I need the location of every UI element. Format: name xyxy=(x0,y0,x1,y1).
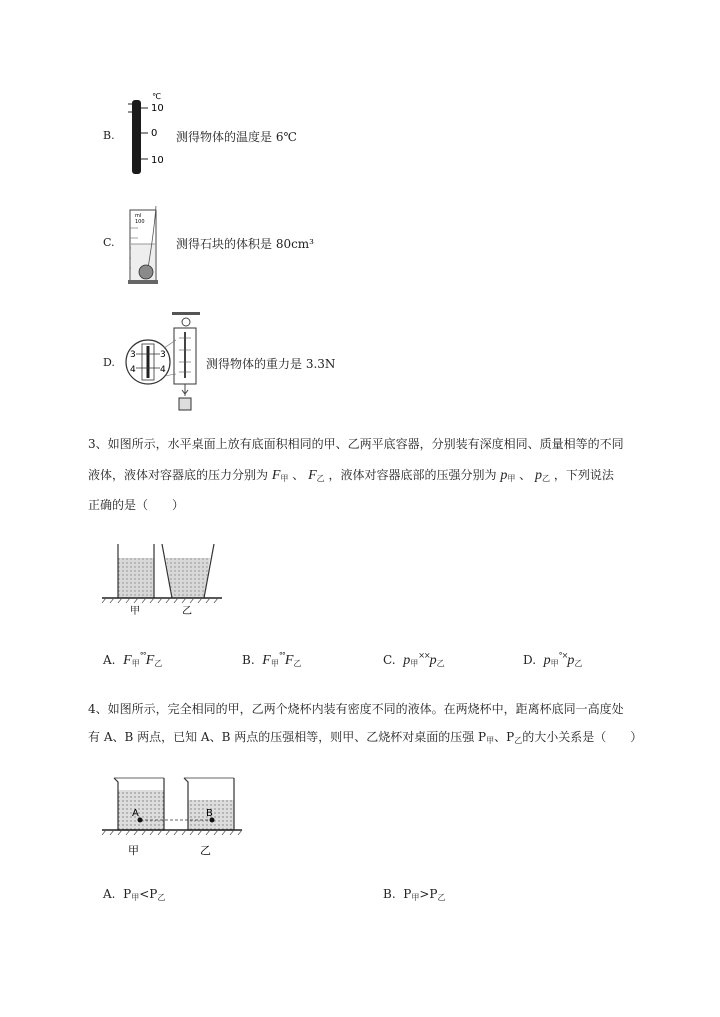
q3-option-b[interactable]: B. $F_甲^{^\circ^\circ}F_乙$ xyxy=(242,651,302,668)
option-b-text: 测得物体的温度是 6℃ xyxy=(176,130,297,144)
q3-option-c[interactable]: C. $p_甲^{\times\times}p_乙$ xyxy=(383,651,445,668)
spring-scale-figure xyxy=(122,310,212,415)
q4-point-b: B xyxy=(206,808,213,819)
cylinder-unit: ml xyxy=(135,213,142,219)
thermometer-tick-bottom: 10 xyxy=(151,155,164,166)
q4-point-a: A xyxy=(132,808,139,819)
thermometer-unit: ℃ xyxy=(152,92,161,101)
q3-label-jia: 甲 xyxy=(130,606,140,617)
option-d-label: D. xyxy=(103,356,115,369)
q4-option-b[interactable]: B. $P_甲>P_乙$ xyxy=(383,887,446,902)
question-4-line-2: 有 A、B 两点，已知 A、B 两点的压强相等，则甲、乙烧杯对桌面的压强 $P_甲$、$P_乙$的大小关系是（ ） xyxy=(88,730,643,745)
scale-mark-3-left: 3 xyxy=(130,350,136,360)
thermometer-tick-top: 10 xyxy=(151,103,164,114)
q4-label-jia: 甲 xyxy=(128,844,139,857)
option-b-label: B. xyxy=(103,129,115,142)
graduated-cylinder-figure xyxy=(126,204,166,286)
option-d-text: 测得物体的重力是 3.3N xyxy=(206,357,336,371)
scale-mark-3-right: 3 xyxy=(160,350,166,360)
q4-option-a[interactable]: A. $P_甲<P_乙$ xyxy=(103,887,166,902)
question-4-line-1: 4、如图所示，完全相同的甲，乙两个烧杯内装有密度不同的液体。在两烧杯中，距离杯底同一高度处 xyxy=(88,702,624,716)
option-c-text: 测得石块的体积是 80cm³ xyxy=(176,237,314,251)
cylinder-max: 100 xyxy=(135,219,145,225)
q4-label-yi: 乙 xyxy=(200,844,211,857)
scale-mark-4-left: 4 xyxy=(130,365,136,375)
question-3-line-1: 3、如图所示，水平桌面上放有底面积相同的甲、乙两平底容器，分别装有深度相同、质量相等的不同 xyxy=(88,437,624,451)
q3-option-a[interactable]: A. $F_甲^{^\circ^\circ}F_乙$ xyxy=(103,651,163,668)
q3-option-d[interactable]: D. $p_甲^{^\circ\times}p_乙$ xyxy=(523,651,583,668)
q3-label-yi: 乙 xyxy=(182,606,192,617)
thermometer-figure xyxy=(124,90,174,180)
question-3-line-2: 液体，液体对容器底的压力分别为 $F_甲$ 、 $F_乙$ ，液体对容器底部的压强分别为 $p_甲$ 、 $p_乙$ ，下列说法 xyxy=(88,468,614,483)
scale-mark-4-right: 4 xyxy=(160,365,166,375)
option-c-label: C. xyxy=(103,236,115,249)
q3-containers-figure xyxy=(102,538,222,620)
thermometer-tick-zero: 0 xyxy=(151,128,158,139)
q4-beakers-figure xyxy=(102,772,242,862)
question-3-line-3: 正确的是（ ） xyxy=(88,498,185,512)
